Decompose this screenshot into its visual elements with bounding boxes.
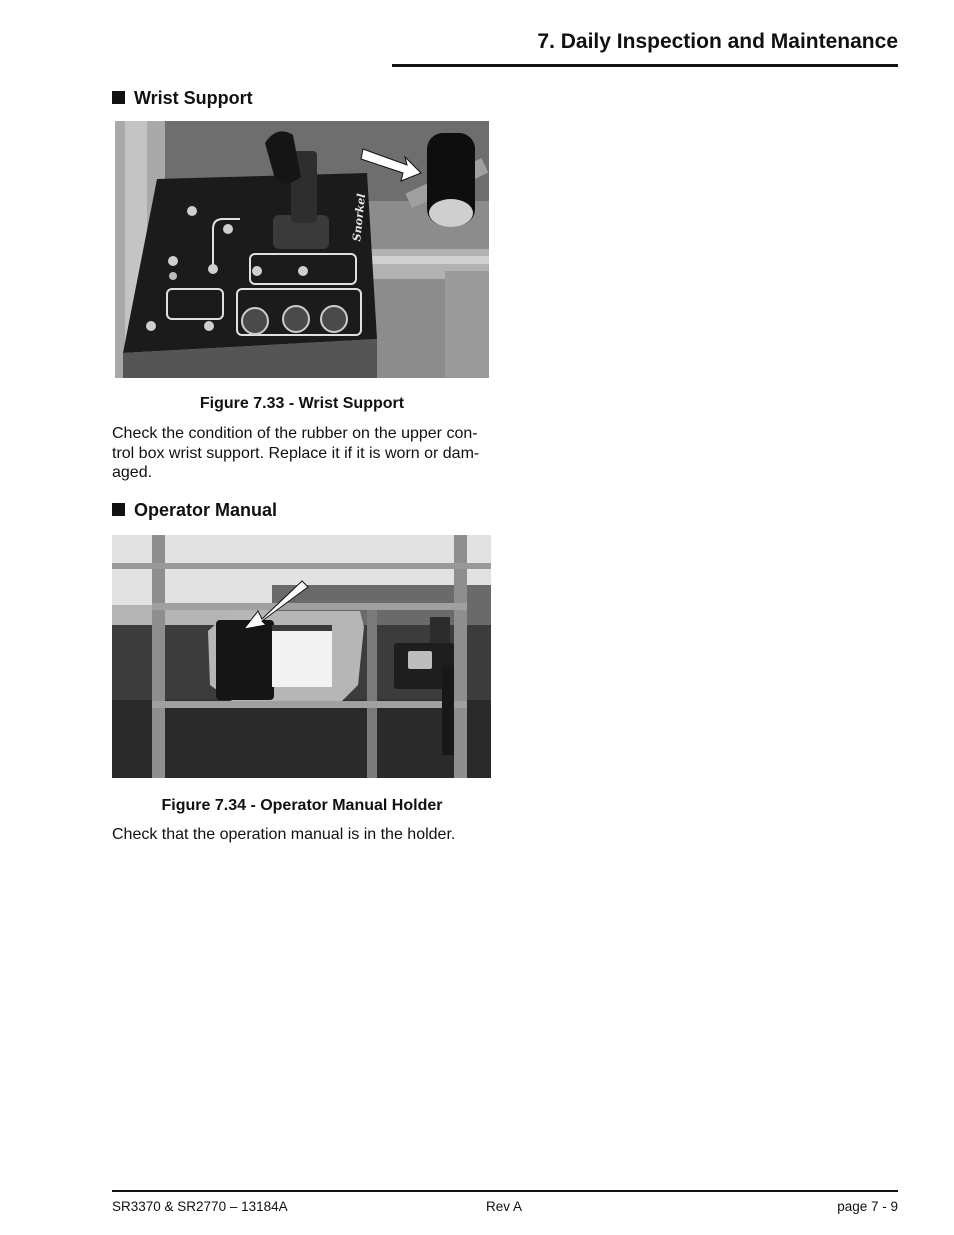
snorkel-logo-text: Snorkel <box>350 192 369 242</box>
square-bullet-icon <box>112 91 125 104</box>
chapter-title: 7. Daily Inspection and Maintenance <box>537 30 898 53</box>
footer-revision: Rev A <box>486 1199 523 1214</box>
figure-7-33-caption: Figure 7.33 - Wrist Support <box>199 395 405 412</box>
square-bullet-icon <box>112 503 125 516</box>
section-heading-text: Wrist Support <box>134 88 253 108</box>
section-heading-text: Operator Manual <box>134 500 278 520</box>
section-heading-wrist-support <box>112 88 253 109</box>
wrist-support-photo-graphic <box>115 121 489 378</box>
footer-page-number: page 7 - 9 <box>837 1199 898 1214</box>
header-rule <box>392 64 898 67</box>
paragraph-line: Check that the operation manual is in the holder. <box>112 826 456 843</box>
paragraph-line: aged. <box>112 464 153 481</box>
footer-document-id: SR3370 & SR2770 – 13184A <box>112 1199 288 1214</box>
figure-7-34-caption: Figure 7.34 - Operator Manual Holder <box>161 797 443 814</box>
operator-manual-photo-graphic <box>112 535 491 778</box>
paragraph-line: Check the condition of the rubber on the upper con- <box>112 425 478 442</box>
paragraph-line: trol box wrist support. Replace it if it is worn or dam- <box>112 444 480 462</box>
wrist-support-photo <box>115 121 489 378</box>
wrist-support-paragraph <box>112 424 492 483</box>
operator-manual-paragraph <box>112 825 512 845</box>
footer-rule <box>112 1190 898 1192</box>
section-heading-operator-manual <box>112 500 277 521</box>
operator-manual-holder-photo <box>112 535 491 778</box>
